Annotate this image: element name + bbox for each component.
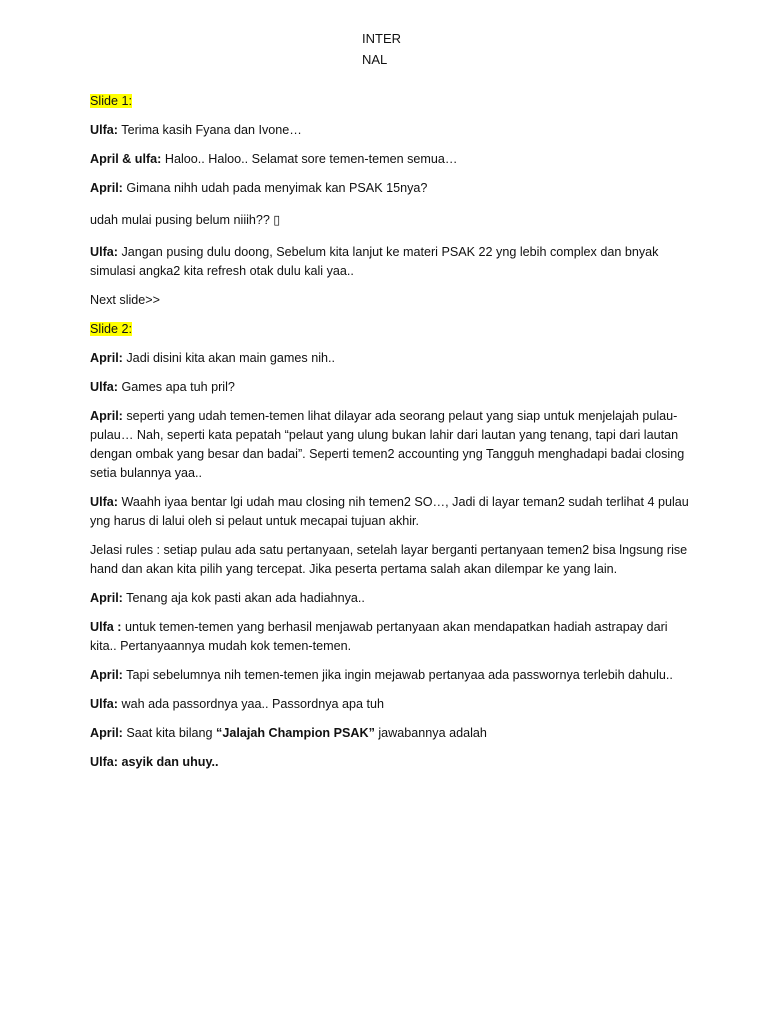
speaker-label: Ulfa: (90, 123, 118, 137)
dialogue-text: Jangan pusing dulu doong, Sebelum kita lanjut ke materi PSAK 22 yng lebih complex dan bnyak simulasi angka2 kita refresh otak dulu kali yaa.. (90, 245, 659, 278)
dialogue-line (90, 150, 690, 169)
dialogue-text-tail: jawabannya adalah (374, 726, 487, 740)
dialogue-text: Gimana nihh udah pada menyimak kan PSAK 15nya? (122, 181, 428, 195)
dialogue-text: Next slide>> (90, 293, 161, 307)
slide-heading (90, 320, 690, 339)
dialogue-line (90, 541, 690, 579)
password-answer: asyik dan uhuy.. (118, 755, 219, 769)
dialogue-text: Tenang aja kok pasti akan ada hadiahnya.. (122, 591, 365, 605)
speaker-label: Ulfa: (90, 380, 118, 394)
dialogue-text: Haloo.. Haloo.. Selamat sore temen-temen semua… (161, 152, 458, 166)
classification-line-1: INTER (362, 31, 401, 46)
slide-heading (90, 92, 690, 111)
speaker-label: April & ulfa: (90, 152, 162, 166)
dialogue-text: seperti yang udah temen-temen lihat dilayar ada seorang pelaut yang siap untuk menjelajah pulau-pulau… Nah, seperti kata pepatah “pelaut yang ulung bukan lahir dari lautan yang tenang, tapi dari lautan dengan ombak yang besar dan badai”. Seperti temen2 accounting yng Tangguh menghadapi badai closing setia bulannya yaa.. (90, 409, 685, 480)
dialogue-text: Tapi sebelumnya nih temen-temen jika ingin mejawab pertanyaa ada passwornya terlebih dahulu.. (122, 668, 673, 682)
speaker-label: Ulfa : (90, 620, 122, 634)
dialogue-text: Terima kasih Fyana dan Ivone… (118, 123, 302, 137)
dialogue-line (90, 666, 690, 685)
speaker-label: April: (90, 409, 123, 423)
dialogue-line (90, 753, 690, 772)
speaker-label: Ulfa: (90, 697, 118, 711)
dialogue-line (90, 407, 690, 483)
dialogue-line (90, 493, 690, 531)
classification-line-2: NAL (362, 52, 388, 67)
speaker-label: Ulfa: (90, 755, 118, 769)
slide-heading-text: Slide 2: (90, 322, 133, 336)
dialogue-line (90, 211, 690, 230)
dialogue-line (90, 724, 690, 743)
dialogue-line (90, 589, 690, 608)
speaker-label: April: (90, 181, 123, 195)
dialogue-line (90, 291, 690, 310)
dialogue-line (90, 695, 690, 714)
classification-label (362, 28, 401, 70)
dialogue-line (90, 618, 690, 656)
dialogue-text: Jadi disini kita akan main games nih.. (122, 351, 335, 365)
slide-heading-text: Slide 1: (90, 94, 133, 108)
speaker-label: April: (90, 726, 123, 740)
speaker-label: April: (90, 668, 123, 682)
dialogue-line (90, 378, 690, 397)
dialogue-line (90, 179, 690, 198)
dialogue-line (90, 243, 690, 281)
dialogue-text: udah mulai pusing belum niiih?? ▯ (90, 213, 281, 227)
speaker-label: Ulfa: (90, 245, 118, 259)
dialogue-text: wah ada passordnya yaa.. Passordnya apa tuh (118, 697, 385, 711)
dialogue-line (90, 349, 690, 368)
dialogue-text: Saat kita bilang (122, 726, 217, 740)
dialogue-text: Waahh iyaa bentar lgi udah mau closing nih temen2 SO…, Jadi di layar teman2 sudah terlihat 4 pulau yng harus di lalui oleh si pelaut untuk mecapai tujuan akhir. (90, 495, 689, 528)
script-content (90, 92, 690, 782)
speaker-label: Ulfa: (90, 495, 118, 509)
dialogue-text: untuk temen-temen yang berhasil menjawab pertanyaan akan mendapatkan hadiah astrapay dari kita.. Pertanyaannya mudah kok temen-temen. (90, 620, 668, 653)
dialogue-text: Games apa tuh pril? (118, 380, 235, 394)
password-phrase: “Jalajah Champion PSAK” (216, 726, 375, 740)
speaker-label: April: (90, 591, 123, 605)
dialogue-text: Jelasi rules : setiap pulau ada satu pertanyaan, setelah layar berganti pertanyaan temen2 bisa lngsung rise hand dan akan kita pilih yang tercepat. Jika peserta pertama salah akan dilempar ke yang lain. (90, 543, 688, 576)
dialogue-line (90, 121, 690, 140)
speaker-label: April: (90, 351, 123, 365)
